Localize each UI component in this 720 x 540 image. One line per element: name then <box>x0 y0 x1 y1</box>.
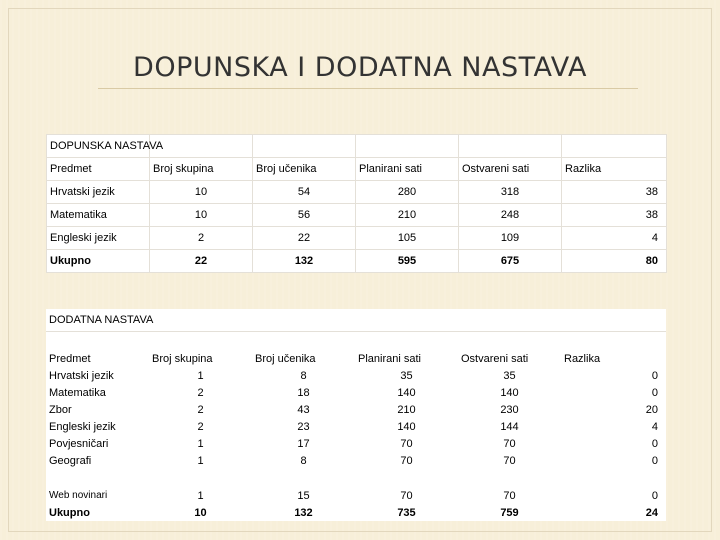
cell: 15 <box>297 489 310 502</box>
cell: 132 <box>294 506 313 519</box>
cell: 22 <box>253 227 356 250</box>
cell: 595 <box>356 250 459 273</box>
cell: 318 <box>459 181 562 204</box>
table-row <box>46 435 666 452</box>
cell: 0 <box>651 369 658 382</box>
cell: 20 <box>645 403 658 416</box>
cell: 8 <box>300 369 307 382</box>
table-row <box>46 418 666 435</box>
cell: 8 <box>300 454 307 467</box>
table-row <box>46 487 666 504</box>
section-label: DODATNA NASTAVA <box>46 309 149 332</box>
cell: Povjesničari <box>49 437 109 450</box>
cell: 56 <box>253 204 356 227</box>
table-row <box>46 367 666 384</box>
cell: 43 <box>297 403 310 416</box>
header-cell: Razlika <box>564 352 601 365</box>
cell: 675 <box>459 250 562 273</box>
section-label: DOPUNSKA NASTAVA <box>47 135 150 158</box>
cell: 70 <box>400 437 413 450</box>
cell: 0 <box>651 386 658 399</box>
cell: 280 <box>356 181 459 204</box>
cell: 1 <box>197 437 204 450</box>
dopunska-table <box>46 134 667 273</box>
cell: 0 <box>651 454 658 467</box>
cell: 2 <box>197 403 204 416</box>
cell: 109 <box>459 227 562 250</box>
header-cell: Predmet <box>47 158 150 181</box>
cell: 70 <box>400 454 413 467</box>
cell: 105 <box>356 227 459 250</box>
header-cell: Ostvareni sati <box>461 352 529 365</box>
cell: 70 <box>503 489 516 502</box>
cell: 38 <box>562 181 667 204</box>
cell: 230 <box>500 403 519 416</box>
cell: Geografi <box>49 454 92 467</box>
cell: 22 <box>150 250 253 273</box>
cell: Engleski jezik <box>49 420 116 433</box>
cell: Zbor <box>49 403 72 416</box>
cell: 70 <box>503 454 516 467</box>
header-cell: Razlika <box>562 158 667 181</box>
cell: 248 <box>459 204 562 227</box>
table-row <box>46 384 666 401</box>
cell: 24 <box>645 506 658 519</box>
cell: Matematika <box>49 386 106 399</box>
cell: 2 <box>197 386 204 399</box>
cell: 10 <box>194 506 207 519</box>
header-row <box>47 158 667 181</box>
cell: 10 <box>150 204 253 227</box>
total-row <box>47 250 667 273</box>
header-cell: Broj skupina <box>152 352 213 365</box>
cell: 4 <box>562 227 667 250</box>
cell: 759 <box>500 506 519 519</box>
cell: 0 <box>651 489 658 502</box>
cell: 0 <box>651 437 658 450</box>
table-row <box>47 181 667 204</box>
cell: 80 <box>562 250 667 273</box>
cell: Web novinari <box>49 490 108 501</box>
header-cell: Planirani sati <box>356 158 459 181</box>
cell: 35 <box>400 369 413 382</box>
table-row <box>47 204 667 227</box>
cell: 1 <box>197 489 204 502</box>
cell: 17 <box>297 437 310 450</box>
cell: 210 <box>356 204 459 227</box>
cell: 4 <box>651 420 658 433</box>
cell: 140 <box>397 420 416 433</box>
table-row <box>47 227 667 250</box>
cell: Engleski jezik <box>47 227 150 250</box>
header-cell: Planirani sati <box>358 352 421 365</box>
cell: Hrvatski jezik <box>47 181 150 204</box>
header-cell: Predmet <box>49 352 91 365</box>
cell: 140 <box>500 386 519 399</box>
cell: 2 <box>150 227 253 250</box>
header-row <box>46 350 666 367</box>
table-row <box>46 401 666 418</box>
cell: 735 <box>397 506 416 519</box>
cell: 54 <box>253 181 356 204</box>
cell: 70 <box>503 437 516 450</box>
cell: 10 <box>150 181 253 204</box>
cell: 140 <box>397 386 416 399</box>
cell: Ukupno <box>49 506 90 519</box>
cell: 144 <box>500 420 519 433</box>
cell: 35 <box>503 369 516 382</box>
cell: 2 <box>197 420 204 433</box>
page-title: DOPUNSKA I DODATNA NASTAVA <box>133 52 587 83</box>
header-cell: Broj učenika <box>253 158 356 181</box>
table-row <box>46 452 666 469</box>
cell: 1 <box>197 369 204 382</box>
cell: 38 <box>562 204 667 227</box>
cell: Hrvatski jezik <box>49 369 114 382</box>
header-cell: Ostvareni sati <box>459 158 562 181</box>
title-divider <box>98 88 638 89</box>
dodatna-table <box>46 309 666 521</box>
cell: Matematika <box>47 204 150 227</box>
cell: 1 <box>197 454 204 467</box>
cell: 23 <box>297 420 310 433</box>
cell: 210 <box>397 403 416 416</box>
cell: Ukupno <box>47 250 150 273</box>
header-cell: Broj skupina <box>150 158 253 181</box>
cell: 70 <box>400 489 413 502</box>
header-cell: Broj učenika <box>255 352 316 365</box>
total-row <box>46 504 666 521</box>
cell: 132 <box>253 250 356 273</box>
cell: 18 <box>297 386 310 399</box>
